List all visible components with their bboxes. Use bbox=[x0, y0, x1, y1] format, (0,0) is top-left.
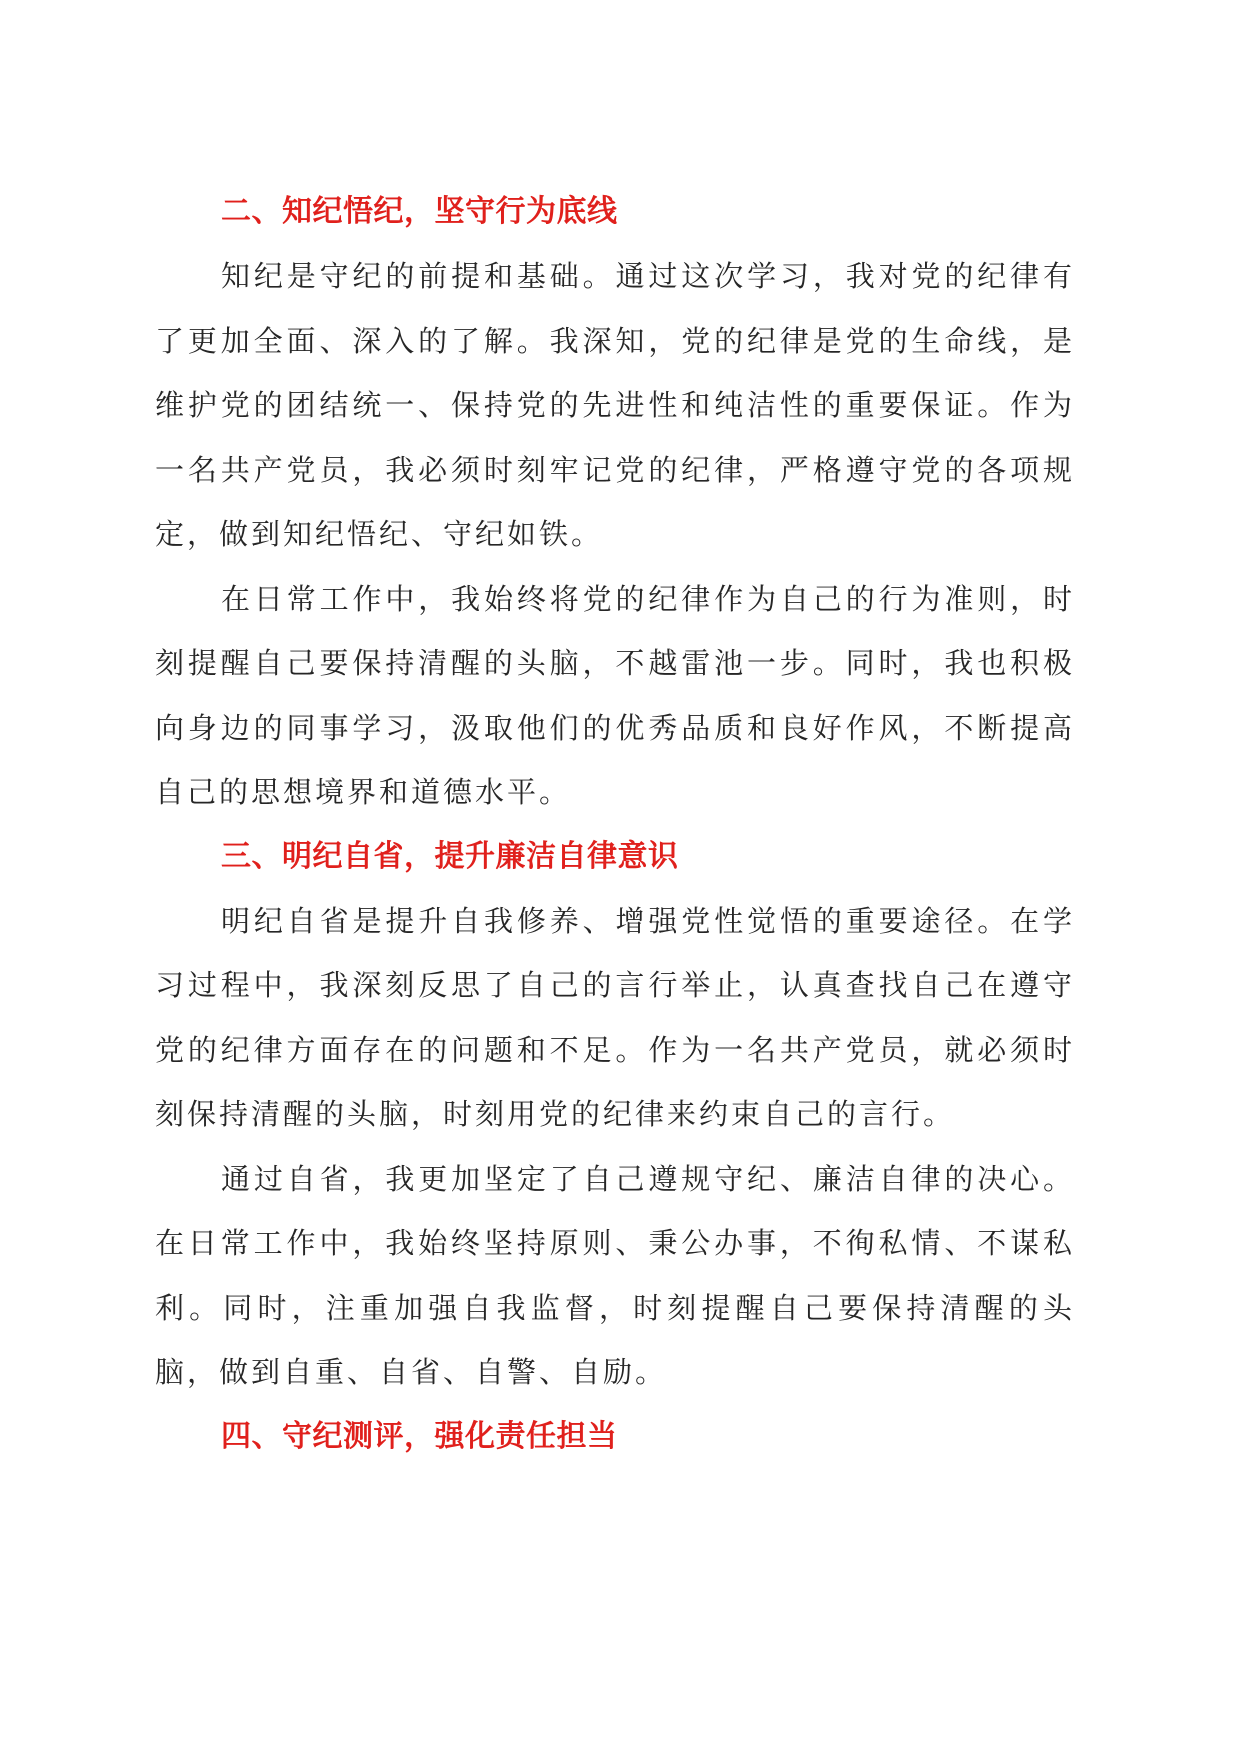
document-body bbox=[155, 180, 1075, 1469]
section-heading-4: 四、守纪测评，强化责任担当 bbox=[221, 1418, 618, 1454]
section-heading-3: 三、明纪自省，提升廉洁自律意识 bbox=[221, 838, 679, 874]
section-heading-2: 二、知纪悟纪，坚守行为底线 bbox=[221, 194, 618, 229]
paragraph: 知纪是守纪的前提和基础。通过这次学习，我对党的纪律有了更加全面、深入的了解。我深知，党的纪律是党的生命线，是维护党的团结统一、保持党的先进性和纯洁性的重要保证。作为一名共产党员，我必须时刻牢记党的纪律，严格遵守党的各项规定，做到知纪悟纪、守纪如铁。 bbox=[155, 259, 1075, 551]
paragraph: 在日常工作中，我始终将党的纪律作为自己的行为准则，时刻提醒自己要保持清醒的头脑，不越雷池一步。同时，我也积极向身边的同事学习，汲取他们的优秀品质和良好作风，不断提高自己的思想境界和道德水平。 bbox=[155, 581, 1075, 809]
paragraph: 明纪自省是提升自我修养、增强党性觉悟的重要途径。在学习过程中，我深刻反思了自己的言行举止，认真查找自己在遵守党的纪律方面存在的问题和不足。作为一名共产党员，就必须时刻保持清醒的头脑，时刻用党的纪律来约束自己的言行。 bbox=[155, 903, 1075, 1131]
paragraph: 通过自省，我更加坚定了自己遵规守纪、廉洁自律的决心。在日常工作中，我始终坚持原则、秉公办事，不徇私情、不谋私利。同时，注重加强自我监督，时刻提醒自己要保持清醒的头脑，做到自重、自省、自警、自励。 bbox=[155, 1161, 1075, 1389]
